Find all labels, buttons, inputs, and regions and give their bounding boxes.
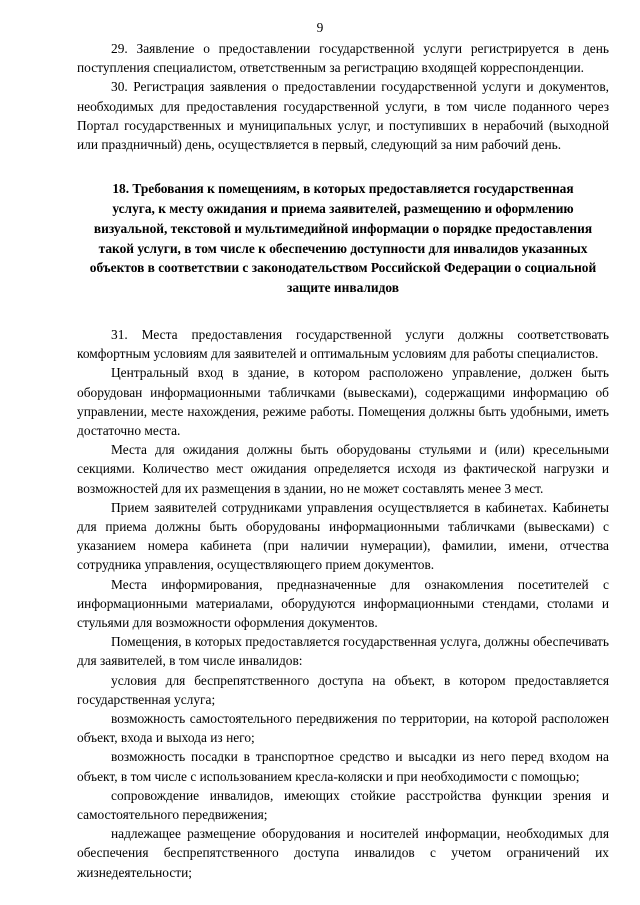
paragraph-information-places: Места информирования, предназначенные для ознакомления посетителей с информационными материалами, оборудуются информационными стендами, столами и стульями для возможности оформления документов. bbox=[77, 576, 609, 631]
section-heading-line: объектов в соответствии с законодательством Российской Федерации о социальной bbox=[89, 260, 597, 276]
section-heading-line: услуга, к месту ожидания и приема заявителей, размещению и оформлению bbox=[112, 201, 574, 217]
paragraph-movement: возможность самостоятельного передвижения по территории, на которой расположен объект, входа и выхода из него; bbox=[77, 711, 609, 746]
section-heading-18 bbox=[77, 179, 609, 298]
paragraph-waiting-places: Места для ожидания должны быть оборудованы стульями и (или) кресельными секциями. Количество мест ожидания определяется исходя из фактической нагрузки и возможностей для их размещения в здании, но не может составлять менее 3 мест. bbox=[77, 442, 609, 496]
page-number: 9 bbox=[316, 20, 324, 35]
paragraph-entrance: Центральный вход в здание, в котором расположено управление, должен быть оборудован информационными табличками (вывесками), содержащими информацию об управлении, месте нахождения, режиме работы. Помещения должны быть удобными, иметь достаточно места. bbox=[77, 365, 609, 439]
document-body bbox=[77, 39, 609, 882]
paragraph-30: 30. Регистрация заявления о предоставлении государственной услуги и документов, необходимых для предоставления государственной услуги, в том числе поданного через Портал государственных и муниципальных услуг, и поступивших в нерабочий (выходной или праздничный) день, осуществляется в первый, следующий за ним рабочий день. bbox=[77, 79, 609, 153]
paragraph-access-conditions: условия для беспрепятственного доступа на объект, в котором предоставляется государственная услуга; bbox=[77, 672, 609, 707]
section-heading-line: 18. Требования к помещениям, в которых предоставляется государственная bbox=[112, 181, 574, 197]
section-heading-line: такой услуги, в том числе к обеспечению доступности для инвалидов указанных bbox=[98, 240, 588, 256]
section-heading-line: защите инвалидов bbox=[286, 280, 400, 296]
paragraph-29: 29. Заявление о предоставлении государственной услуги регистрируется в день поступления специалистом, ответственным за регистрацию входящей корреспонденции. bbox=[77, 41, 609, 76]
paragraph-31: 31. Места предоставления государственной услуги должны соответствовать комфортным условиям для заявителей и оптимальным условиям для работы специалистов. bbox=[77, 327, 609, 362]
section-heading-line: визуальной, текстовой и мультимедийной информации о порядке предоставления bbox=[93, 220, 593, 236]
paragraph-transport: возможность посадки в транспортное средство и высадки из него перед входом на объект, в том числе с использованием кресла-коляски и при необходимости с помощью; bbox=[77, 749, 609, 784]
paragraph-accompaniment: сопровождение инвалидов, имеющих стойкие расстройства функции зрения и самостоятельного передвижения; bbox=[77, 787, 609, 823]
paragraph-reception: Прием заявителей сотрудниками управления осуществляется в кабинетах. Кабинеты для приема должны быть оборудованы информационными табличками (вывесками) с указанием номера кабинета (при наличии нумерации), фамилии, имени, отчества сотрудника управления, осуществляющего прием документов. bbox=[77, 499, 609, 573]
paragraph-premises: Помещения, в которых предоставляется государственная услуга, должны обеспечивать для заявителей, в том числе инвалидов: bbox=[77, 634, 609, 669]
paragraph-equipment: надлежащее размещение оборудования и носителей информации, необходимых для обеспечения беспрепятственного доступа инвалидов с учетом ограничений их жизнедеятельности; bbox=[77, 826, 609, 880]
